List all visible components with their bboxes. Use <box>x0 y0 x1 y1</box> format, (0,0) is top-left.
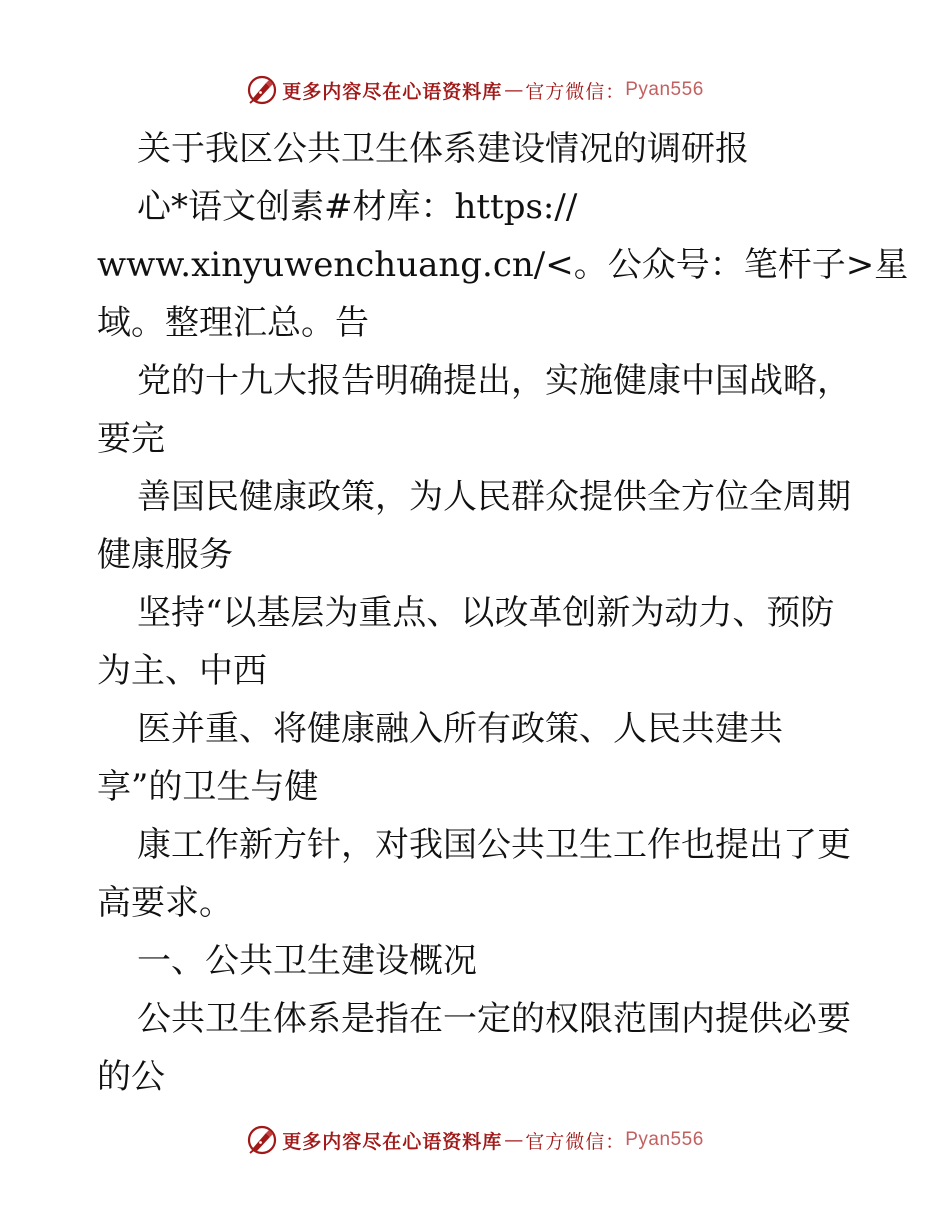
text-line: 为主、中西 <box>97 651 267 691</box>
text-line: 坚持“以基层为重点、以改革创新为动力、预防 <box>137 593 835 633</box>
text-line: 公共卫生体系是指在一定的权限范围内提供必要 <box>137 999 851 1039</box>
text-line: 域。整理汇总。告 <box>97 303 369 343</box>
text-line: 康工作新方针，对我国公共卫生工作也提出了更 <box>137 825 851 865</box>
text-line: 享”的卫生与健 <box>97 767 319 807</box>
header-banner <box>0 70 950 110</box>
banner-dash: — <box>504 1129 524 1151</box>
banner-brand-text: 更多内容尽在心语资料库 <box>282 80 503 103</box>
text-line: 善国民健康政策，为人民群众提供全方位全周期 <box>137 477 851 517</box>
banner-brand-text: 更多内容尽在心语资料库 <box>282 1130 503 1153</box>
banner-contact-label: 官方微信： <box>525 1130 626 1153</box>
text-line: 医并重、将健康融入所有政策、人民共建共 <box>137 709 783 749</box>
banner-contact-label: 官方微信： <box>525 80 626 103</box>
banner-contact-id: Pyan556 <box>625 79 704 100</box>
text-line: 党的十九大报告明确提出，实施健康中国战略， <box>137 361 851 401</box>
text-line: 的公 <box>97 1057 165 1097</box>
text-line: 心*语文创素#材库：https:// <box>137 187 578 227</box>
document-title-line: 关于我区公共卫生体系建设情况的调研报 <box>137 129 749 169</box>
document-body <box>97 120 909 1106</box>
banner-dash: — <box>504 79 524 101</box>
banner-contact-id: Pyan556 <box>625 1129 704 1150</box>
text-line: www.xinyuwenchuang.cn/<。公众号：笔杆子>星 <box>97 245 909 285</box>
text-line: 健康服务 <box>97 535 233 575</box>
pen-nib-logo-icon <box>246 74 278 106</box>
section-heading-line: 一、公共卫生建设概况 <box>137 941 477 981</box>
text-line: 要完 <box>97 419 165 459</box>
pen-nib-logo-icon <box>246 1124 278 1156</box>
footer-banner <box>0 1120 950 1160</box>
text-line: 高要求。 <box>97 883 233 923</box>
